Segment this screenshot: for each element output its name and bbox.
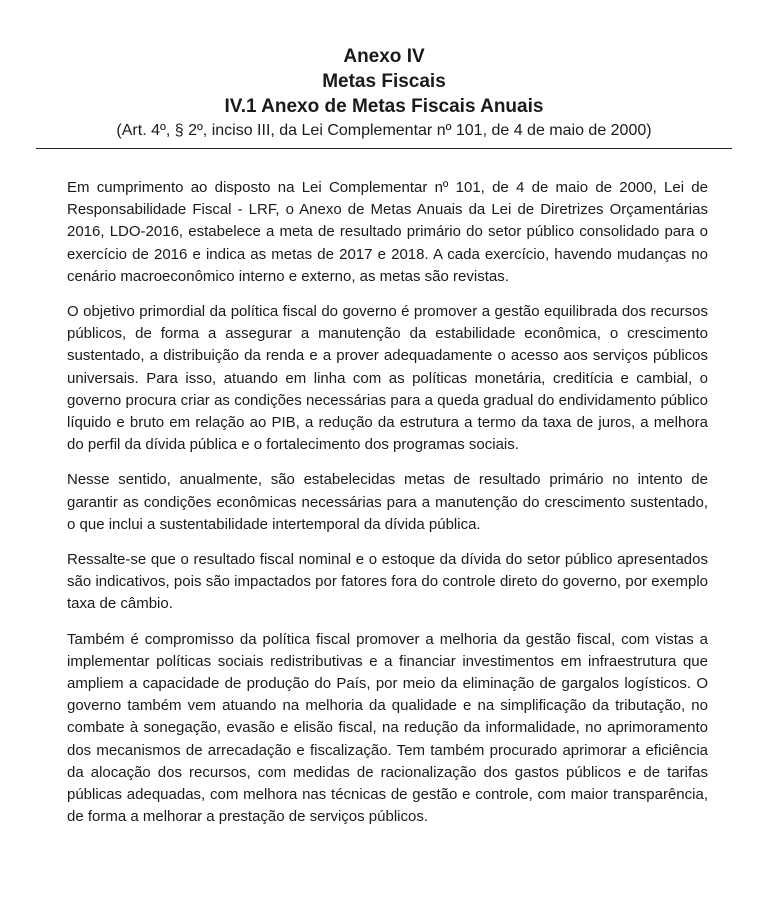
annex-title: Metas Fiscais [322,71,446,92]
paragraph-1: Em cumprimento ao disposto na Lei Complementar nº 101, de 4 de maio de 2000, Lei de Responsabilidade Fiscal - LRF, o Anexo de Metas Anuais da Lei de Diretrizes Orçamentárias 2016, LDO-2016, estabelece a meta de resultado primário do setor público consolidado para o exercício de 2016 e indica as metas de 2017 e 2018. A cada exercício, havendo mudanças no cenário macroeconômico interno e externo, as metas são revistas. [67,179,708,285]
header-divider [36,148,732,149]
annex-subtitle: IV.1 Anexo de Metas Fiscais Anuais [224,96,544,117]
paragraph-4: Ressalte-se que o resultado fiscal nominal e o estoque da dívida do setor público apresentados são indicativos, pois são impactados por fatores fora do controle direto do governo, por exemplo taxa de câmbio. [67,551,708,613]
annex-number: Anexo IV [343,46,425,67]
legal-citation: (Art. 4º, § 2º, inciso III, da Lei Complementar nº 101, de 4 de maio de 2000) [116,122,652,139]
paragraph-3: Nesse sentido, anualmente, são estabelecidas metas de resultado primário no intento de garantir as condições econômicas necessárias para a manutenção do crescimento sustentado, o que inclui a sustentabilidade intertemporal da dívida pública. [67,471,708,533]
document-body [67,177,708,841]
paragraph-2: O objetivo primordial da política fiscal do governo é promover a gestão equilibrada dos recursos públicos, de forma a assegurar a manutenção da estabilidade econômica, o crescimento sustentado, a distribuição da renda e a prover adequadamente o acesso aos serviços públicos universais. Para isso, atuando em linha com as políticas monetária, creditícia e cambial, o governo procura criar as condições necessárias para a queda gradual do endividamento público líquido e bruto em relação ao PIB, a redução da estrutura a termo da taxa de juros, a melhora do perfil da dívida pública e o fortalecimento dos programas sociais. [67,303,708,454]
document-header [0,0,768,149]
paragraph-5: Também é compromisso da política fiscal promover a melhoria da gestão fiscal, com vistas a implementar políticas sociais redistributivas e a financiar investimentos em infraestrutura que ampliem a capacidade de produção do País, por meio da eliminação de gargalos logísticos. O governo também vem atuando na melhoria da qualidade e na simplificação da tributação, no combate à sonegação, evasão e elisão fiscal, na redução da informalidade, no aprimoramento dos mecanismos de arrecadação e fiscalização. Tem também procurado aprimorar a eficiência da alocação dos recursos, com medidas de racionalização dos gastos públicos e de tarifas públicas adequadas, com melhora nas técnicas de gestão e controle, com maior transparência, de forma a melhorar a prestação de serviços públicos. [67,630,708,826]
